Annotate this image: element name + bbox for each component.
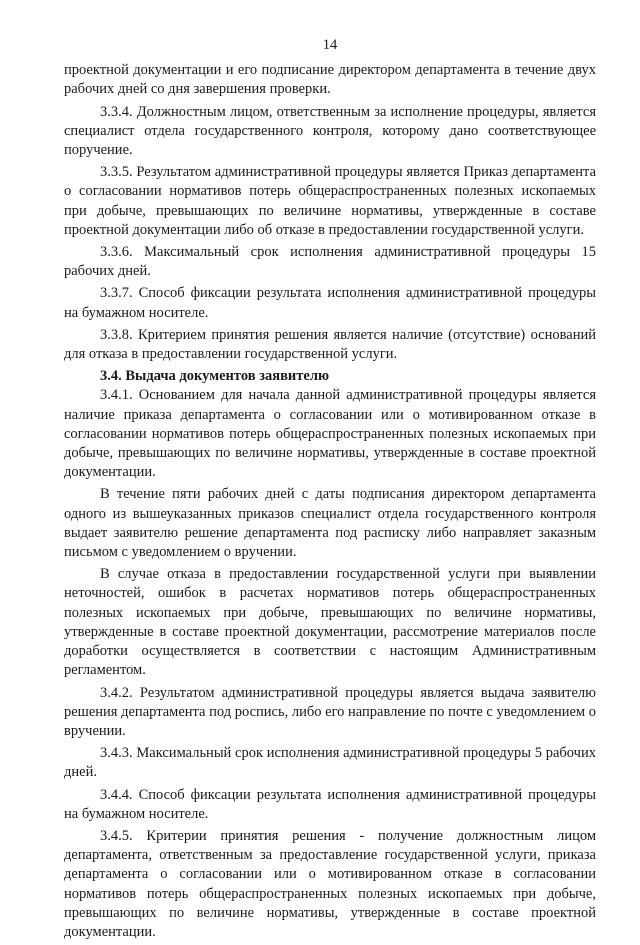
paragraph: 3.3.7. Способ фиксации результата исполнения административной процедуры на бумажном носителе. [64,285,596,321]
paragraph: 3.4.4. Способ фиксации результата исполнения административной процедуры на бумажном носителе. [64,786,596,822]
paragraph: проектной документации и его подписание директором департамента в течение двух рабочих дней со дня завершения проверки. [64,62,596,98]
paragraph: 3.3.5. Результатом административной процедуры является Приказ департамента о согласовании нормативов потерь общераспространенных полезных ископаемых при добыче, превышающих по величине нормативы, утвержденные в составе проектной документации либо об отказе в предоставлении государственной услуги. [64,164,596,238]
paragraph: 3.3.6. Максимальный срок исполнения административной процедуры 15 рабочих дней. [64,244,596,280]
paragraph: В случае отказа в предоставлении государственной услуги при выявлении неточностей, ошибок в расчетах нормативов потерь общераспространенных полезных ископаемых при добыче, превышающих по величине нормативы, утвержденные в составе проектной документации, рассмотрение материалов после доработки осуществляется в соответствии с настоящим Административным регламентом. [64,566,596,679]
document-page [64,36,596,945]
paragraph: 3.4.5. Критерии принятия решения - получение должностным лицом департамента, ответственным за предоставление государственной услуги, приказа департамента о согласовании или о мотивированном отказе в согласовании нормативов потерь общераспространенных полезных ископаемых при добыче, превышающих по величине нормативы, утвержденные в составе проектной документации. [64,827,596,940]
paragraph: 3.4.1. Основанием для начала данной административной процедуры является наличие приказа департамента о согласовании или о мотивированном отказе в согласовании нормативов потерь общераспространенных полезных ископаемых при добыче, превышающих по величине нормативы, утвержденные в составе проектной документации. [64,387,596,481]
section-heading: 3.4. Выдача документов заявителю [100,368,330,385]
paragraph: 3.4.3. Максимальный срок исполнения административной процедуры 5 рабочих дней. [64,745,596,781]
paragraph: 3.3.8. Критерием принятия решения является наличие (отсутствие) оснований для отказа в предоставлении государственной услуги. [64,326,596,363]
page-number: 14 [322,37,338,53]
paragraph: 3.3.4. Должностным лицом, ответственным за исполнение процедуры, является специалист отдела государственного контроля, которому дано соответствующее поручение. [64,103,596,159]
paragraph: 3.4.2. Результатом административной процедуры является выдача заявителю решения департамента под роспись, либо его направление по почте с уведомлением о вручении. [64,684,596,739]
paragraph: В течение пяти рабочих дней с даты подписания директором департамента одного из вышеуказанных приказов специалист отдела государственного контроля выдает заявителю решение департамента под расписку либо направляет заказным письмом с уведомлением о вручении. [64,486,596,561]
